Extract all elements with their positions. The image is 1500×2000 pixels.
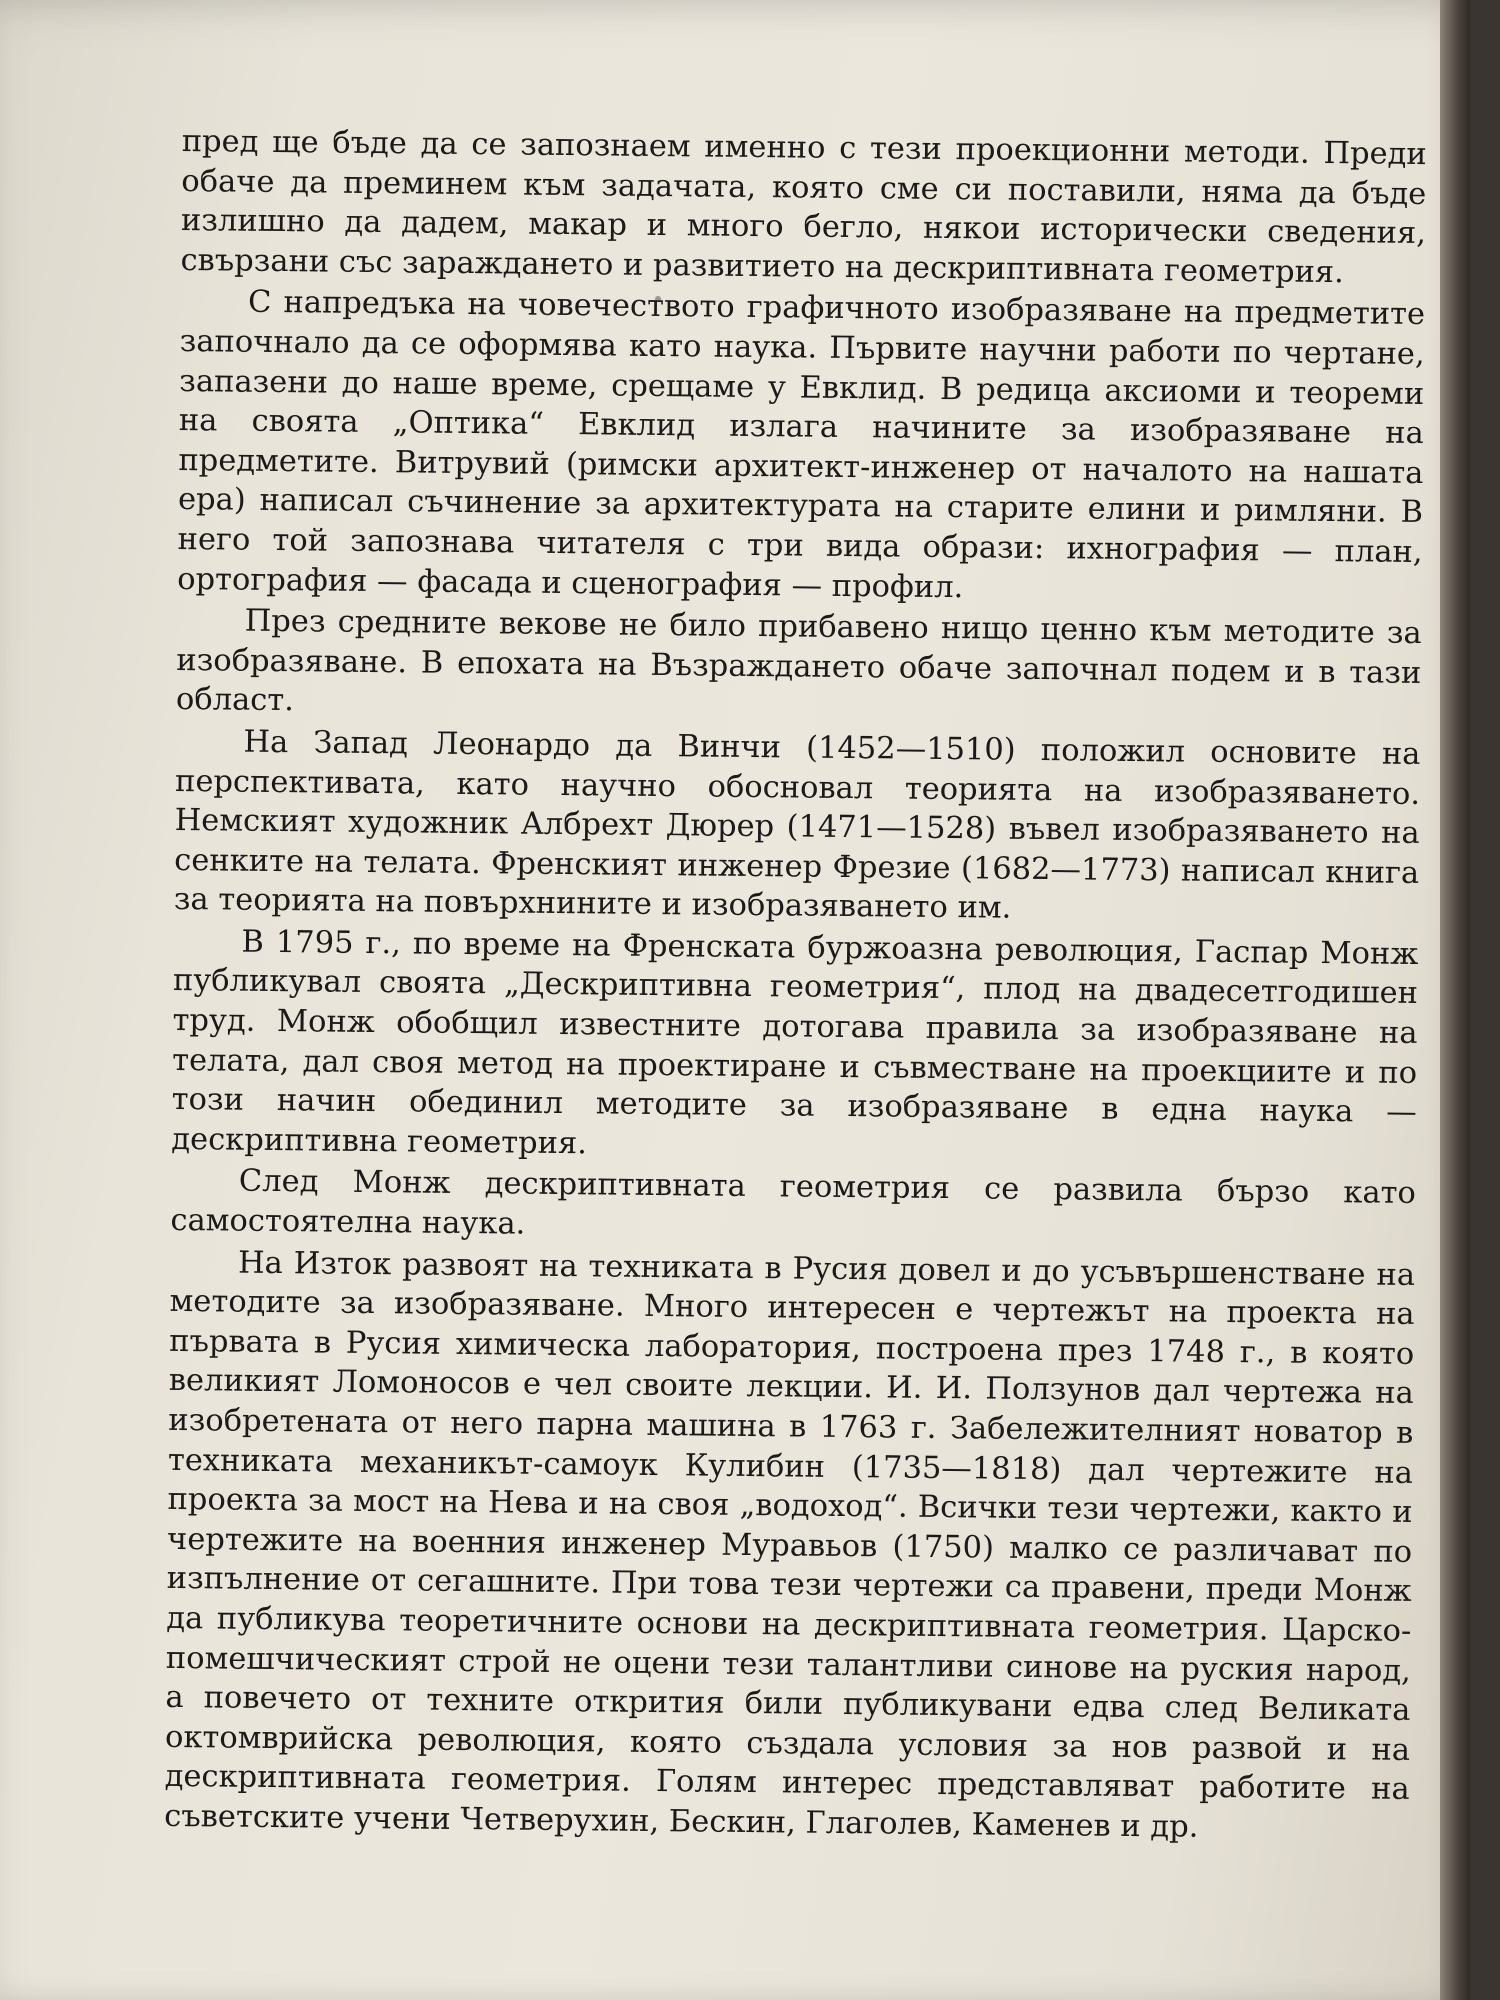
page-edge-shadow [1440, 0, 1470, 2000]
page-text [164, 122, 1427, 1851]
paragraph-1: пред ще бъде да се запознаем именно с тези проекционни методи. Преди обаче да преминем към задачата, която сме си поставили, няма да бъде излишно да дадем, макар и много бегло, някои исторически сведения, свързани със зараждането и развитието на дескриптивната геометрия. [180, 123, 1427, 290]
paragraph-5: В 1795 г., по време на Френската буржоазна революция, Гаспар Монж публикувал своята „Дескриптивна геометрия“, плод на двадесетгодишен труд. Монж обобщил известните дотогава правила за изобразяване на телата, дал своя метод на проектиране и съвместване на проекциите и по този начин обединил методите за изобразяване в една наука — дескриптивна геометрия. [171, 924, 1419, 1162]
paragraph-4: На Запад Леонардо да Винчи (1452—1510) положил основите на перспективата, като научно обосновал теорията на изобразяването. Немският художник Албрехт Дюрер (1471—1528) въвел изобразяването на сенките на телата. Френският инженер Фрезие (1682—1773) написал книга за теорията на повърхнините и изобразяването им. [173, 724, 1421, 927]
paragraph-7: На Изток развоят на техниката в Русия довел и до усъвършенстване на методите за изобразяване. Много интересен е чертежът на проекта на първата в Русия химическа лаборатория, построена през 1748 г., в която великият Ломоносов е чел своите лекции. И. И. Ползунов дал чертежа на изобретената от него парна машина в 1763 г. Забележителният новатор в техниката механикът-самоук Кулибин (1735—1818) дал чертежите на проекта за мост на Нева и на своя „водоход“. Всички тези чертежи, както и чертежите на военния инженер Муравьов (1750) малко се различават по изпълнение от сегашните. При това тези чертежи са правени, преди Монж да публикува теоретичните основи на дескриптивната геометрия. Царско-помешчическият строй не оцени тези талантливи синове на руския народ, а повечето от техните открития били публикувани едва след Великата октомврийска революция, която създала условия за нов развой и на дескриптивната геометрия. Голям интерес представляват работите на съветските учени Четверухин, Бескин, Глаголев, Каменев и др. [164, 1245, 1416, 1845]
paragraph-6: След Монж дескриптивната геометрия се развила бързо като самостоятелна наука. [170, 1164, 1417, 1242]
paragraph-3: През средните векове не било прибавено нищо ценно към методите за изобразяване. В епохата на Възраждането обаче започнал подем и в тази област. [175, 603, 1422, 719]
paragraph-2: С напредъка на човечеството графичното изобразяване на предметите започнало да се оформява като наука. Първите научни работи по чертане, запазени до наше време, срещаме у Евклид. В редица аксиоми и теореми на своята „Оптика“ Евклид излага начините за изобразяване на предметите. Витрувий (римски архитект-инженер от началото на нашата ера) написал съчинение за архитектурата на старите елини и римляни. В него той запознава читателя с три вида образи: ихнография — план, ортография — фасада и сценография — профил. [177, 285, 1426, 605]
ink-speck [655, 296, 661, 302]
